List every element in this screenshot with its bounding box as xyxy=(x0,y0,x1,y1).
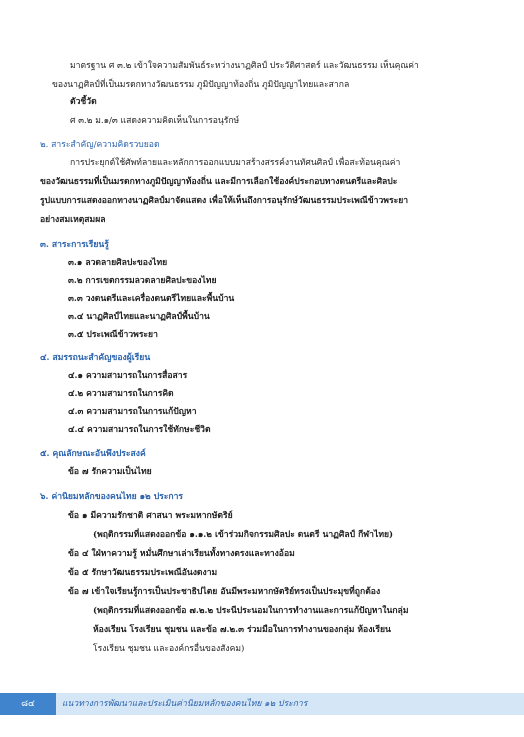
standard-line-1: มาตรฐาน ศ ๓.๒ เข้าใจความสัมพันธ์ระหว่างนาฏศิลป์ ประวัติศาสตร์ และวัฒนธรรม เห็นคุณค่า xyxy=(70,61,419,71)
list-item: ข้อ ๕ รักษาวัฒนธรรมประเพณีอันงดงาม xyxy=(68,568,218,578)
footer-title: แนวทางการพัฒนาและประเมินค่านิยมหลักของคนไทย ๑๒ ประการ xyxy=(62,699,308,709)
section-2-paragraph-line: รูปแบบการแสดงออกทางนาฏศิลป์มาจัดแสดง เพื่อให้เห็นถึงการอนุรักษ์วัฒนธรรมประเพณีข้าวพระยา xyxy=(40,196,409,206)
list-item: ๔.๓ ความสามารถในการแก้ปัญหา xyxy=(68,407,197,417)
list-item-note: (พฤติกรรมที่แสดงออกข้อ ๗.๒.๒ ประนีประนอมในการทำงานและการแก้ปัญหาในกลุ่ม xyxy=(93,606,409,616)
list-item-note: โรงเรียน ชุมชน และองค์กรอื่นของสังคม) xyxy=(93,644,245,654)
section-4-heading: ๔. สมรรถนะสำคัญของผู้เรียน xyxy=(40,353,151,363)
section-2-paragraph-line: ของวัฒนธรรมที่เป็นมรดกทางภูมิปัญญาท้องถิ่น และมีการเลือกใช้องค์ประกอบทางดนตรีและศิลปะ xyxy=(40,177,398,187)
list-item: ๓.๒ การเขตกรรมลวดลายศิลปะของไทย xyxy=(68,276,217,286)
section-6-heading: ๖. ค่านิยมหลักของคนไทย ๑๒ ประการ xyxy=(40,492,184,502)
list-item: ๔.๔ ความสามารถในการใช้ทักษะชีวิต xyxy=(68,425,211,435)
list-item: ข้อ ๑ มีความรักชาติ ศาสนา พระมหากษัตริย์ xyxy=(68,511,233,521)
list-item: ข้อ ๗ รักความเป็นไทย xyxy=(68,467,152,477)
section-2-paragraph-line: อย่างสมเหตุสมผล xyxy=(40,215,106,225)
list-item: ๓.๓ วงดนตรีและเครื่องดนตรีไทยและพื้นบ้าน xyxy=(68,294,235,304)
section-5-heading: ๕. คุณลักษณะอันพึงประสงค์ xyxy=(40,449,146,459)
list-item-note: (พฤติกรรมที่แสดงออกข้อ ๑.๑.๒ เข้าร่วมกิจกรรมศิลปะ ดนตรี นาฏศิลป์ กีฬาไทย) xyxy=(93,530,394,540)
list-item: ๓.๕ ประเพณีข้าวพระยา xyxy=(68,330,158,340)
indicator-heading: ตัวชี้วัด xyxy=(70,97,97,107)
section-2-paragraph-line: การประยุกต์ใช้ศัพท์ลายและหลักการออกแบบมาสร้างสรรค์งานทัศนศิลป์ เพื่อสะท้อนคุณค่า xyxy=(70,158,401,168)
list-item: ข้อ ๔ ใฝ่หาความรู้ หมั่นศึกษาเล่าเรียนทั้งทางตรงและทางอ้อม xyxy=(68,549,295,559)
page-number: ๘๔ xyxy=(0,693,56,715)
list-item: ๓.๑ ลวดลายศิลปะของไทย xyxy=(68,258,168,268)
list-item: ๔.๑ ความสามารถในการสื่อสาร xyxy=(68,371,188,381)
list-item: ๔.๒ ความสามารถในการคิด xyxy=(68,389,174,399)
section-3-heading: ๓. สาระการเรียนรู้ xyxy=(40,240,109,250)
section-2-heading: ๒. สาระสำคัญ/ความคิดรวบยอด xyxy=(40,140,160,150)
indicator-line: ศ ๓.๒ ม.๑/๓ แสดงความคิดเห็นในการอนุรักษ์ xyxy=(70,116,240,126)
list-item: ๓.๔ นาฏศิลป์ไทยและนาฏศิลป์พื้นบ้าน xyxy=(68,312,210,322)
list-item-note: ห้องเรียน โรงเรียน ชุมชน และข้อ ๗.๒.๓ ร่วมมือในการทำงานของกลุ่ม ห้องเรียน xyxy=(93,625,391,635)
list-item: ข้อ ๗ เข้าใจเรียนรู้การเป็นประชาธิปไตย อันมีพระมหากษัตริย์ทรงเป็นประมุขที่ถูกต้อง xyxy=(68,587,381,597)
standard-line-2: ของนาฏศิลป์ที่เป็นมรดกทางวัฒนธรรม ภูมิปัญญาท้องถิ่น ภูมิปัญญาไทยและสากล xyxy=(52,80,350,90)
